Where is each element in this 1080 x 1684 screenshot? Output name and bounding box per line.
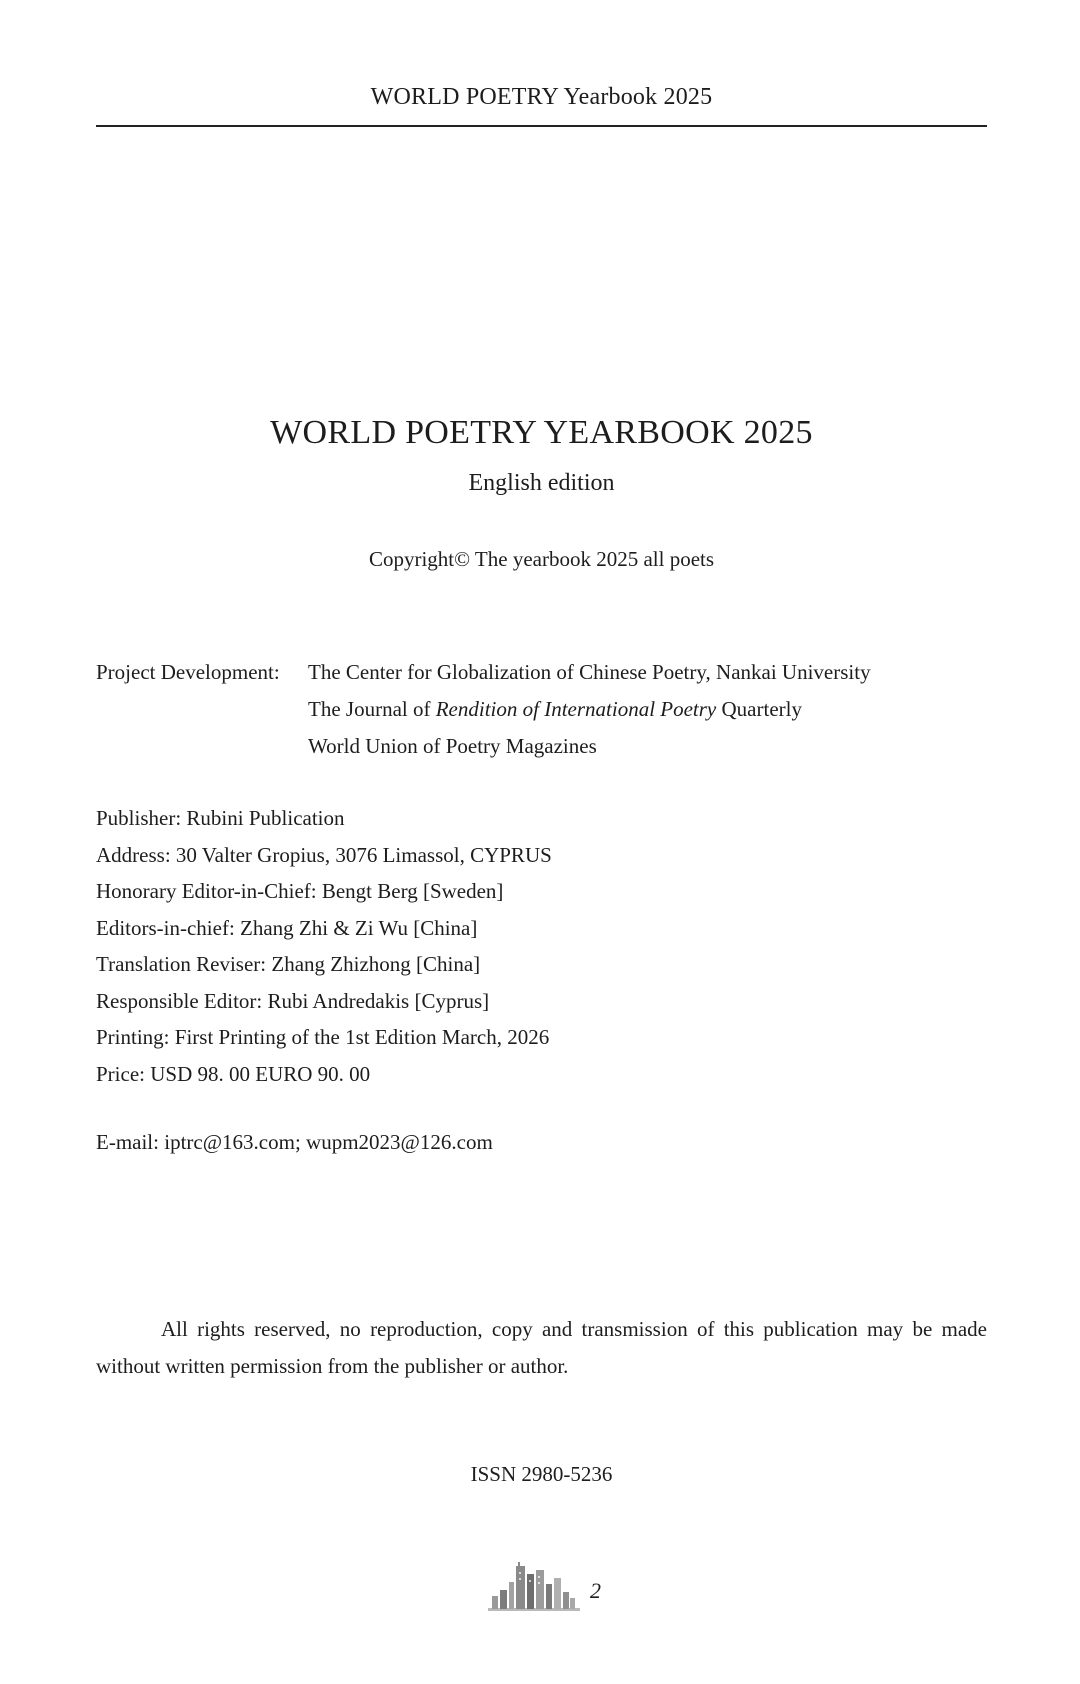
address-line: Address: 30 Valter Gropius, 3076 Limassol, CYPRUS	[96, 842, 552, 867]
copyright-notice: Copyright© The yearbook 2025 all poets	[368, 547, 715, 571]
price-line: Price: USD 98. 00 EURO 90. 00	[96, 1061, 371, 1086]
responsible-editor-line: Responsible Editor: Rubi Andredakis [Cyprus]	[96, 988, 490, 1013]
project-entry-union: World Union of Poetry Magazines	[308, 734, 597, 758]
page-footer	[486, 1560, 626, 1620]
journal-prefix: The Journal of	[308, 697, 436, 721]
city-skyline-icon	[486, 1560, 582, 1616]
running-header: WORLD POETRY Yearbook 2025	[370, 84, 713, 110]
email-line: E-mail: iptrc@163.com; wupm2023@126.com	[96, 1130, 493, 1154]
edition-label: English edition	[468, 470, 615, 496]
printing-line: Printing: First Printing of the 1st Edition March, 2026	[96, 1025, 550, 1049]
page-number: 2	[590, 1578, 601, 1603]
rights-statement: All rights reserved, no reproduction, copy and transmission of this publication may be made without written permission from the publisher or author.	[96, 1317, 987, 1378]
translation-reviser-line: Translation Reviser: Zhang Zhizhong [China]	[96, 952, 481, 976]
journal-suffix: Quarterly	[716, 697, 802, 721]
project-development-label: Project Development:	[96, 660, 280, 684]
project-entry-journal	[308, 691, 871, 728]
project-entry-center: The Center for Globalization of Chinese Poetry, Nankai University	[308, 660, 871, 684]
book-title: WORLD POETRY YEARBOOK 2025	[270, 414, 813, 451]
honorary-editor-line: Honorary Editor-in-Chief: Bengt Berg [Sweden]	[96, 879, 504, 903]
publication-details	[96, 800, 552, 1092]
issn-number: ISSN 2980-5236	[470, 1462, 613, 1486]
journal-title: Rendition of International Poetry	[435, 697, 717, 721]
project-development-entries	[308, 654, 871, 765]
publisher-line: Publisher: Rubini Publication	[96, 806, 345, 830]
editors-in-chief-line: Editors-in-chief: Zhang Zhi & Zi Wu [China]	[96, 915, 478, 940]
header-rule	[96, 125, 987, 127]
